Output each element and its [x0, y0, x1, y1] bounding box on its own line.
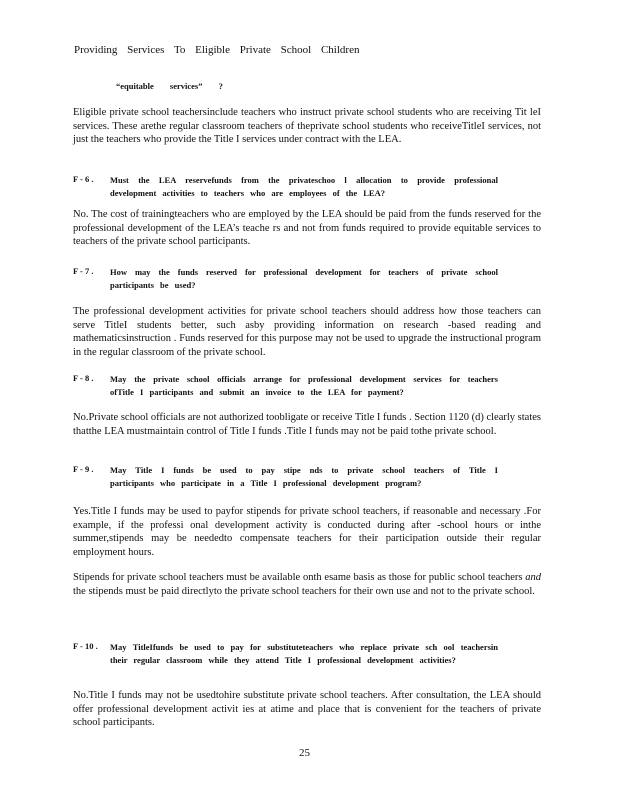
page-header: Providing Services To Eligible Private School Children — [74, 44, 360, 56]
answer-f9-paragraph-1: Yes.Title I funds may be used to payfor stipends for private school teachers, if reasonable and necessary .For example, if the professi onal development activity is conducted during after -school hours or inthe summer,stipends may be neededto compensate teachers for their participation outside their regular employment hours. — [73, 506, 541, 558]
equitable-services-snippet: “equitable services” ? — [116, 81, 223, 91]
answer-f9-text-2: the stipends must be paid directlyto the private school teachers for their own use and not to the private school. — [73, 585, 535, 597]
answer-f8: No.Private school officials are not authorized toobligate or receive Title I funds . Section 1120 (d) clearly states thatthe LEA mustmaintain control of Title I funds .Title I funds may not be paid tothe private school. — [73, 412, 541, 437]
question-number-f9: F - 9 . — [73, 464, 94, 474]
question-number-f10: F - 10 . — [73, 641, 98, 651]
question-number-f8: F - 8 . — [73, 373, 94, 383]
answer-f9-text-1: Stipends for private school teachers must be available onth esame basis as those for public school teachers — [73, 572, 523, 583]
answer-f10: No.Title I funds may not be usedtohire substitute private school teachers. After consultation, the LEA should offer professional development activit ies at atime and place that is convenient for the teachers of private school participants. — [73, 690, 541, 729]
eligible-teachers-paragraph: Eligible private school teachersinclude teachers who instruct private school students who are receiving Tit leI services. These arethe regular classroom teachers of theprivate school students who receiveTitleI services, not just the teachers who provide the Title I services under contract with the LEA. — [73, 107, 541, 146]
question-f10: May TitleIfunds be used to pay for substituteteachers who replace private sch ool teachersin their regular classroom while they attend Title I professional development activities? — [110, 642, 498, 665]
question-f8: May the private school officials arrange for professional development services for teachers ofTitle I participants and submit an invoice to the LEA for payment? — [110, 374, 498, 397]
question-number-f6: F - 6 . — [73, 174, 94, 184]
question-f7: How may the funds reserved for professional development for teachers of private school participants be used? — [110, 267, 498, 290]
answer-f9-and: and — [525, 572, 541, 583]
question-f9: May Title I funds be used to pay stipe nds to private school teachers of Title I participants who participate in a Title I professional development program? — [110, 465, 498, 488]
page-number: 25 — [299, 747, 310, 759]
answer-f7: The professional development activities for private school teachers should address how those teachers can serve TitleI students better, such asby providing information on research -based reading and mathematicsinstruction . Funds reserved for this purpose may not be used to upgrade the instructional program in the regular classroom of the private school. — [73, 306, 541, 358]
question-number-f7: F - 7 . — [73, 266, 94, 276]
question-f6: Must the LEA reservefunds from the privateschoo l allocation to provide professional development activities to teachers who are employees of the LEA? — [110, 175, 498, 198]
answer-f9-paragraph-2 — [73, 571, 541, 598]
answer-f6: No. The cost of trainingteachers who are employed by the LEA should be paid from the funds reserved for the professional development of the LEA’s teache rs and not from funds required to provide equitable services to teachers of the private school participants. — [73, 209, 541, 248]
